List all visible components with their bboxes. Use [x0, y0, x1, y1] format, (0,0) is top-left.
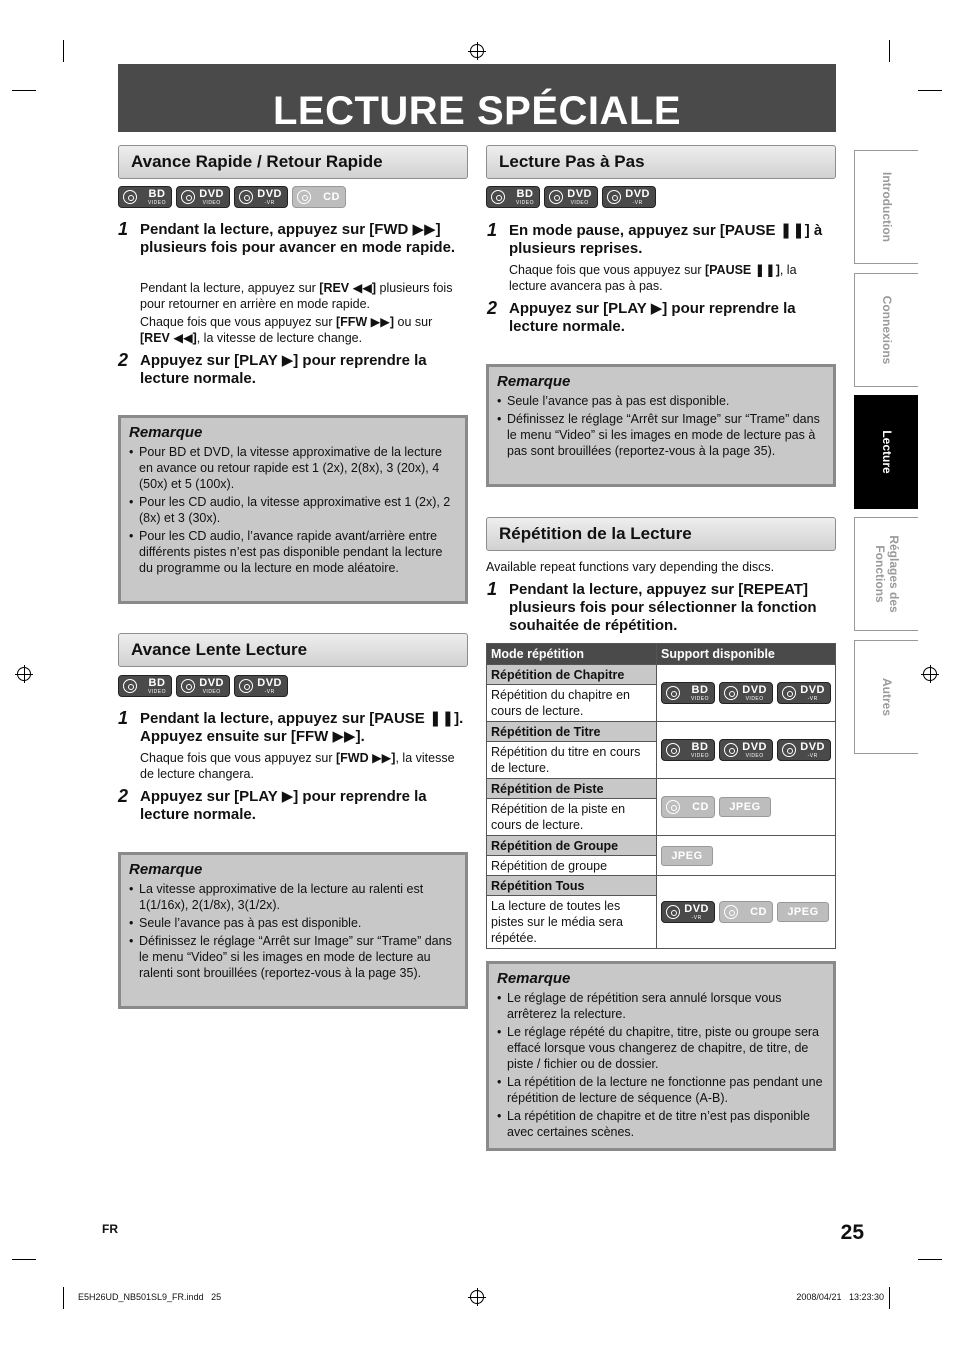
- remark-item: • Pour BD et DVD, la vitesse approximative de la lecture en avance ou retour rapide est 1 (2x), 2(8x), 3 (20x), 4 (50x) et 5 (100x).: [139, 444, 457, 492]
- jpeg-icon: JPEG: [661, 846, 713, 866]
- table-row: Répétition de Piste CD JPEG: [487, 779, 836, 799]
- language-code: FR: [102, 1222, 118, 1236]
- section-heading-avance-lente: Avance Lente Lecture: [118, 633, 468, 667]
- supported-media: [657, 665, 836, 722]
- remark-box: Remarque • Le réglage de répétition sera annulé lorsque vous arrêterez la relecture. • Le réglage répété du chapitre, titre, piste ou groupe sera effacé lorsque vous changerez de chapitre, de titre, de piste / fichier ou de dossier. • La répétition de la lecture ne fonctionne pas pendant une répétition de lecture de séquence (A-B). • La répétition de chapitre et de titre n’est pas disponible avec certaines scènes.: [486, 961, 836, 1151]
- remark-item: • Pour les CD audio, l’avance rapide avant/arrière entre différents pistes n’est pas disponible pendant la lecture du programme ou la lecture en mode aléatoire.: [139, 528, 457, 576]
- jpeg-icon: JPEG: [777, 902, 829, 922]
- table-row: Répétition du chapitre en cours de lecture.: [487, 685, 836, 722]
- step-1: 1 Pendant la lecture, appuyez sur [PAUSE ❚❚]. Appuyez ensuite sur [FFW ▶▶].: [118, 708, 464, 745]
- dvd-vr-icon: DVD -VR: [777, 739, 831, 761]
- page-title: LECTURE SPÉCIALE: [118, 64, 836, 132]
- crop-mark: [918, 90, 942, 91]
- bd-video-icon: BD VIDEO: [118, 186, 172, 208]
- step-1-body: Chaque fois que vous appuyez sur [PAUSE ❚❚], la lecture avancera pas à pas.: [509, 263, 797, 293]
- remark-box: Remarque • Seule l’avance pas à pas est disponible. • Définissez le réglage “Arrêt sur Image” sur “Trame” dans le menu “Video” si les images en mode de lecture pas à pas sont brouillées (reportez-vous à la page 35).: [486, 364, 836, 487]
- intro-text: Available repeat functions vary depending the discs.: [486, 560, 775, 574]
- disc-icons: [118, 675, 288, 697]
- remark-item: • Le réglage de répétition sera annulé lorsque vous arrêterez la relecture.: [507, 990, 825, 1022]
- repeat-mode-table: [486, 643, 836, 949]
- crop-mark: [63, 40, 64, 62]
- table-row: Répétition Tous DVD -VR CD JPEG: [487, 876, 836, 896]
- page-number: 25: [840, 1221, 864, 1244]
- crop-mark: [918, 1259, 942, 1260]
- dvd-vr-icon: DVD -VR: [602, 186, 656, 208]
- section-heading-pas-a-pas: Lecture Pas à Pas: [486, 145, 836, 179]
- remark-item: • La vitesse approximative de la lecture au ralenti est 1(1/16x), 2(1/8x), 3(1/2x).: [139, 881, 457, 913]
- dvd-video-icon: DVD VIDEO: [176, 675, 230, 697]
- step-1-body: Chaque fois que vous appuyez sur [FFW ▶▶] ou sur [REV ◀◀], la vitesse de lecture change.: [140, 315, 433, 345]
- step-2: 2 Appuyez sur [PLAY ▶] pour reprendre la lecture normale.: [487, 298, 796, 335]
- remark-item: • Définissez le réglage “Arrêt sur Image” sur “Trame” dans le menu “Video” si les images en mode de lecture au ralenti sont brouillées (reportez-vous à la page 35).: [139, 933, 457, 981]
- table-row: Répétition du titre en cours de lecture.: [487, 742, 836, 779]
- supported-media: [657, 722, 836, 779]
- dvd-video-icon: DVD VIDEO: [719, 682, 773, 704]
- side-tab-reglages[interactable]: Réglages des Fonctions: [854, 517, 918, 631]
- cd-icon: CD: [292, 186, 346, 208]
- table-row: Répétition de Groupe JPEG: [487, 836, 836, 856]
- registration-mark-icon: [470, 44, 484, 58]
- dvd-vr-icon: DVD -VR: [661, 901, 715, 923]
- side-tab-lecture[interactable]: Lecture: [854, 395, 918, 509]
- supported-media: [657, 779, 836, 836]
- registration-mark-icon: [17, 667, 31, 681]
- footer-timestamp: 2008/04/21 13:23:30: [796, 1292, 884, 1302]
- bd-video-icon: BD VIDEO: [486, 186, 540, 208]
- remark-item: • La répétition de la lecture ne fonctionne pas pendant une répétition de lecture de séquence (A-B).: [507, 1074, 825, 1106]
- side-tab-introduction[interactable]: Introduction: [854, 150, 918, 264]
- dvd-vr-icon: DVD -VR: [234, 186, 288, 208]
- table-row: Répétition de groupe: [487, 856, 836, 876]
- step-2: 2 Appuyez sur [PLAY ▶] pour reprendre la lecture normale.: [118, 786, 427, 823]
- section-heading-avance-rapide: Avance Rapide / Retour Rapide: [118, 145, 468, 179]
- remark-item: • Seule l’avance pas à pas est disponible.: [139, 915, 457, 931]
- side-tab-autres[interactable]: Autres: [854, 640, 918, 754]
- table-row: Répétition de Titre BD VIDEO DVD VIDEO DVD -VR: [487, 722, 836, 742]
- crop-mark: [63, 1287, 64, 1309]
- remark-item: • Définissez le réglage “Arrêt sur Image” sur “Trame” dans le menu “Video” si les images en mode de lecture pas à pas sont brouillées (reportez-vous à la page 35).: [507, 411, 825, 459]
- table-row: Répétition de Chapitre BD VIDEO DVD VIDEO DVD -VR: [487, 665, 836, 685]
- supported-media: [657, 876, 836, 949]
- disc-icons: [486, 186, 656, 208]
- step-1: 1 Pendant la lecture, appuyez sur [FWD ▶▶] plusieurs fois pour avancer en mode rapide.: [118, 219, 456, 256]
- step-2: 2 Appuyez sur [PLAY ▶] pour reprendre la lecture normale.: [118, 350, 427, 387]
- step-1-body: Chaque fois que vous appuyez sur [FWD ▶▶], la vitesse de lecture changera.: [140, 751, 455, 781]
- section-heading-repetition: Répétition de la Lecture: [486, 517, 836, 551]
- supported-media: [657, 836, 836, 876]
- step-1-body: Pendant la lecture, appuyez sur [REV ◀◀] plusieurs fois pour retourner en arrière en mode rapide.: [140, 281, 453, 311]
- side-tab-connexions[interactable]: Connexions: [854, 273, 918, 387]
- remark-item: • Le réglage répété du chapitre, titre, piste ou groupe sera effacé lorsque vous changerez de chapitre, de titre, de piste / fichier ou de dossier.: [507, 1024, 825, 1072]
- dvd-vr-icon: DVD -VR: [234, 675, 288, 697]
- table-row: La lecture de toutes les pistes sur le média sera répétée.: [487, 896, 836, 949]
- dvd-video-icon: DVD VIDEO: [544, 186, 598, 208]
- crop-mark: [889, 1287, 890, 1309]
- dvd-video-icon: DVD VIDEO: [719, 739, 773, 761]
- bd-video-icon: BD VIDEO: [118, 675, 172, 697]
- step-1: 1 Pendant la lecture, appuyez sur [REPEAT] plusieurs fois pour sélectionner la fonction souhaitée de répétition.: [487, 579, 817, 634]
- remark-box: Remarque • La vitesse approximative de la lecture au ralenti est 1(1/16x), 2(1/8x), 3(1/2x). • Seule l’avance pas à pas est disponible. • Définissez le réglage “Arrêt sur Image” sur “Trame” dans le menu “Video” si les images en mode de lecture au ralenti sont brouillées (reportez-vous à la page 35).: [118, 852, 468, 1009]
- disc-icons: [118, 186, 346, 208]
- cd-icon: CD: [661, 796, 715, 818]
- remark-box: Remarque • Pour BD et DVD, la vitesse approximative de la lecture en avance ou retour rapide est 1 (2x), 2(8x), 3 (20x), 4 (50x) et 5 (100x). • Pour les CD audio, la vitesse approximative est 1 (2x), 2 (8x) et 3 (30x). • Pour les CD audio, l’avance rapide avant/arrière entre différents pistes n’est pas disponible pendant la lecture du programme ou la lecture en mode aléatoire.: [118, 415, 468, 604]
- remark-item: • La répétition de chapitre et de titre n’est pas disponible avec certaines scènes.: [507, 1108, 825, 1140]
- jpeg-icon: JPEG: [719, 797, 771, 817]
- remark-item: • Seule l’avance pas à pas est disponible.: [507, 393, 825, 409]
- crop-mark: [889, 40, 890, 62]
- bd-video-icon: BD VIDEO: [661, 682, 715, 704]
- table-header-row: Mode répétition Support disponible: [487, 644, 836, 665]
- dvd-vr-icon: DVD -VR: [777, 682, 831, 704]
- crop-mark: [12, 1259, 36, 1260]
- footer-file: E5H26UD_NB501SL9_FR.indd 25: [78, 1292, 222, 1302]
- table-row: Répétition de la piste en cours de lecture.: [487, 799, 836, 836]
- step-1: 1 En mode pause, appuyez sur [PAUSE ❚❚] à plusieurs reprises.: [487, 220, 823, 257]
- cd-icon: CD: [719, 901, 773, 923]
- remark-item: • Pour les CD audio, la vitesse approximative est 1 (2x), 2 (8x) et 3 (30x).: [139, 494, 457, 526]
- registration-mark-icon: [923, 667, 937, 681]
- crop-mark: [12, 90, 36, 91]
- bd-video-icon: BD VIDEO: [661, 739, 715, 761]
- dvd-video-icon: DVD VIDEO: [176, 186, 230, 208]
- registration-mark-icon: [470, 1290, 484, 1304]
